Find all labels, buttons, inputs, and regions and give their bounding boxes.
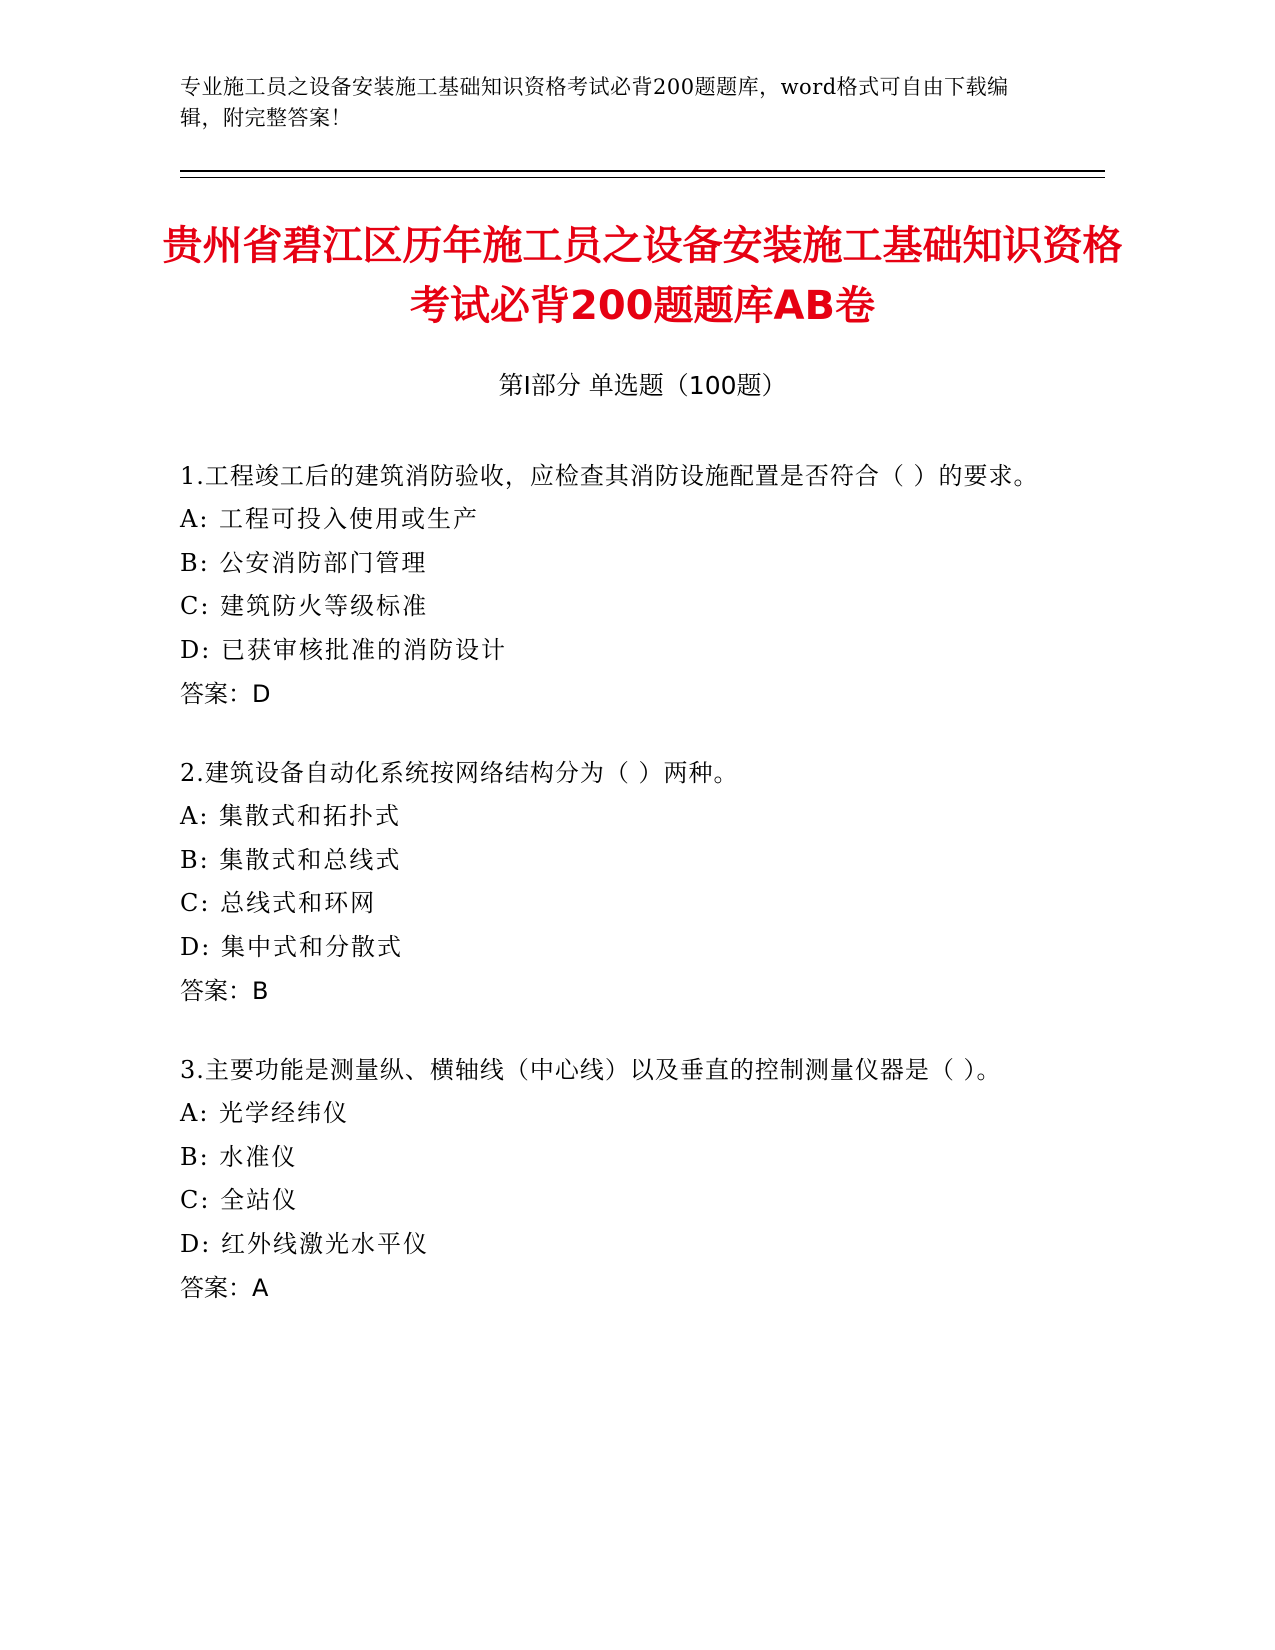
- question-stem: 2.建筑设备自动化系统按网络结构分为（ ）两种。: [180, 759, 739, 787]
- answer-line: 答案：D: [180, 680, 271, 708]
- header-divider-thick: [180, 170, 1105, 172]
- option-d: D: 红外线激光水平仪: [180, 1229, 429, 1258]
- option-c: C: 总线式和环网: [180, 889, 377, 917]
- question-item: [180, 454, 1040, 716]
- option-d: D: 已获审核批准的消防设计: [180, 635, 507, 664]
- option-b: B: 集散式和总线式: [180, 845, 402, 874]
- header-divider-thin: [180, 177, 1105, 178]
- option-b: B: 水准仪: [180, 1142, 298, 1171]
- option-a: A: 集散式和拓扑式: [180, 802, 402, 830]
- question-stem: 1.工程竣工后的建筑消防验收，应检查其消防设施配置是否符合（ ）的要求。: [180, 462, 1039, 490]
- document-title: 贵州省碧江区历年施工员之设备安装施工基础知识资格考试必背200题题库AB卷: [162, 223, 1123, 329]
- option-c: C: 建筑防火等级标准: [180, 592, 429, 620]
- section-heading: 第Ⅰ部分 单选题（100题）: [498, 371, 787, 400]
- option-a: A: 工程可投入使用或生产: [180, 505, 480, 533]
- question-item: [180, 751, 1040, 1013]
- option-d: D: 集中式和分散式: [180, 932, 403, 961]
- question-list: [180, 454, 1040, 1345]
- header-note: 专业施工员之设备安装施工基础知识资格考试必背200题题库，word格式可自由下载编辑，附完整答案！: [180, 75, 1009, 130]
- option-a: A: 光学经纬仪: [180, 1099, 350, 1127]
- question-item: [180, 1048, 1040, 1310]
- question-stem: 3.主要功能是测量纵、横轴线（中心线）以及垂直的控制测量仪器是（ ）。: [180, 1056, 1002, 1084]
- option-b: B: 公安消防部门管理: [180, 548, 428, 577]
- option-c: C: 全站仪: [180, 1186, 299, 1214]
- answer-line: 答案：B: [180, 977, 269, 1005]
- answer-line: 答案：A: [180, 1274, 269, 1302]
